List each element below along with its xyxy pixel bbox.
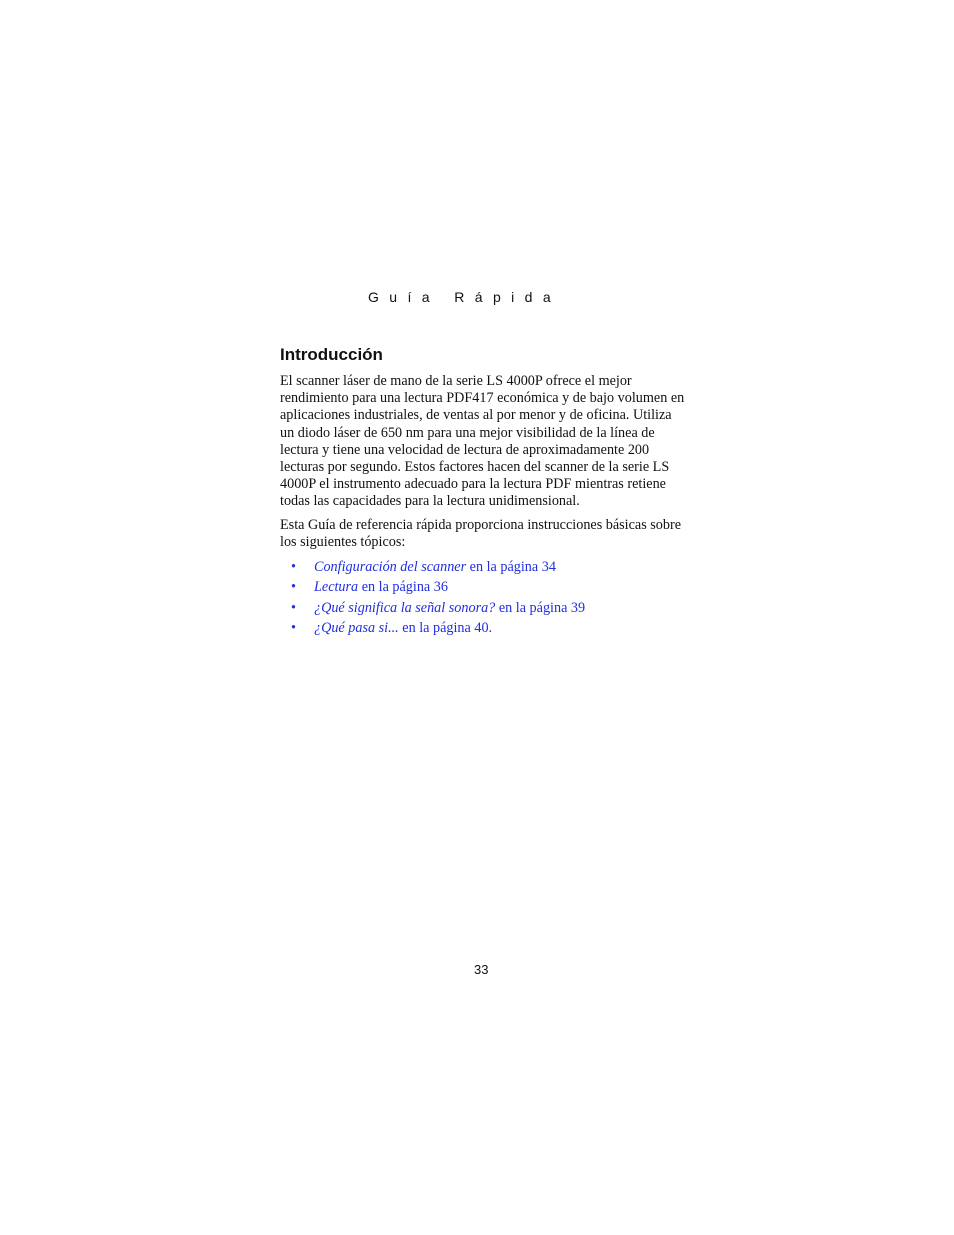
list-item <box>280 598 688 618</box>
topics-intro-paragraph: Esta Guía de referencia rápida proporciona instrucciones básicas sobre los siguientes tópicos: <box>280 516 682 550</box>
topic-link-configuracion[interactable] <box>314 559 556 575</box>
intro-paragraph: El scanner láser de mano de la serie LS 4000P ofrece el mejor rendimiento para una lectura PDF417 económica y de bajo volumen en aplicaciones industriales, de ventas al por menor y de oficina. Utiliza un diodo láser de 650 nm para una mejor visibilidad de la línea de lectura y tiene una velocidad de lectura de aproximadamente 200 lecturas por segundo. Estos factores hacen del scanner de la serie LS 4000P el instrumento adecuado para la lectura PDF mientras retiene todas las capacidades para la lectura unidimensional. <box>280 373 685 510</box>
topic-list <box>280 557 688 639</box>
bullet-icon: • <box>291 559 296 576</box>
bullet-icon: • <box>291 620 296 637</box>
topic-title: ¿Qué pasa si... <box>314 620 399 637</box>
topic-link-lectura[interactable] <box>314 579 448 595</box>
list-item <box>280 618 688 638</box>
topic-link-que-pasa-si[interactable] <box>314 620 492 636</box>
topic-title: Configuración del scanner <box>314 559 467 576</box>
topic-page-ref: en la página 36 <box>358 579 448 596</box>
topic-page-ref: en la página 39 <box>495 599 586 616</box>
list-item <box>280 577 688 597</box>
topic-link-senal-sonora[interactable] <box>314 600 585 616</box>
topic-page-ref: en la página 34 <box>466 559 556 576</box>
content <box>280 344 688 639</box>
topic-page-ref: en la página 40. <box>398 620 493 637</box>
section-title: Introducción <box>280 345 383 364</box>
page-number: 33 <box>474 962 489 977</box>
topic-title: ¿Qué significa la señal sonora? <box>314 599 496 616</box>
topic-title: Lectura <box>314 579 359 596</box>
bullet-icon: • <box>291 599 296 616</box>
list-item <box>280 557 688 577</box>
bullet-icon: • <box>291 579 296 596</box>
running-header: Guía Rápida <box>368 289 562 305</box>
